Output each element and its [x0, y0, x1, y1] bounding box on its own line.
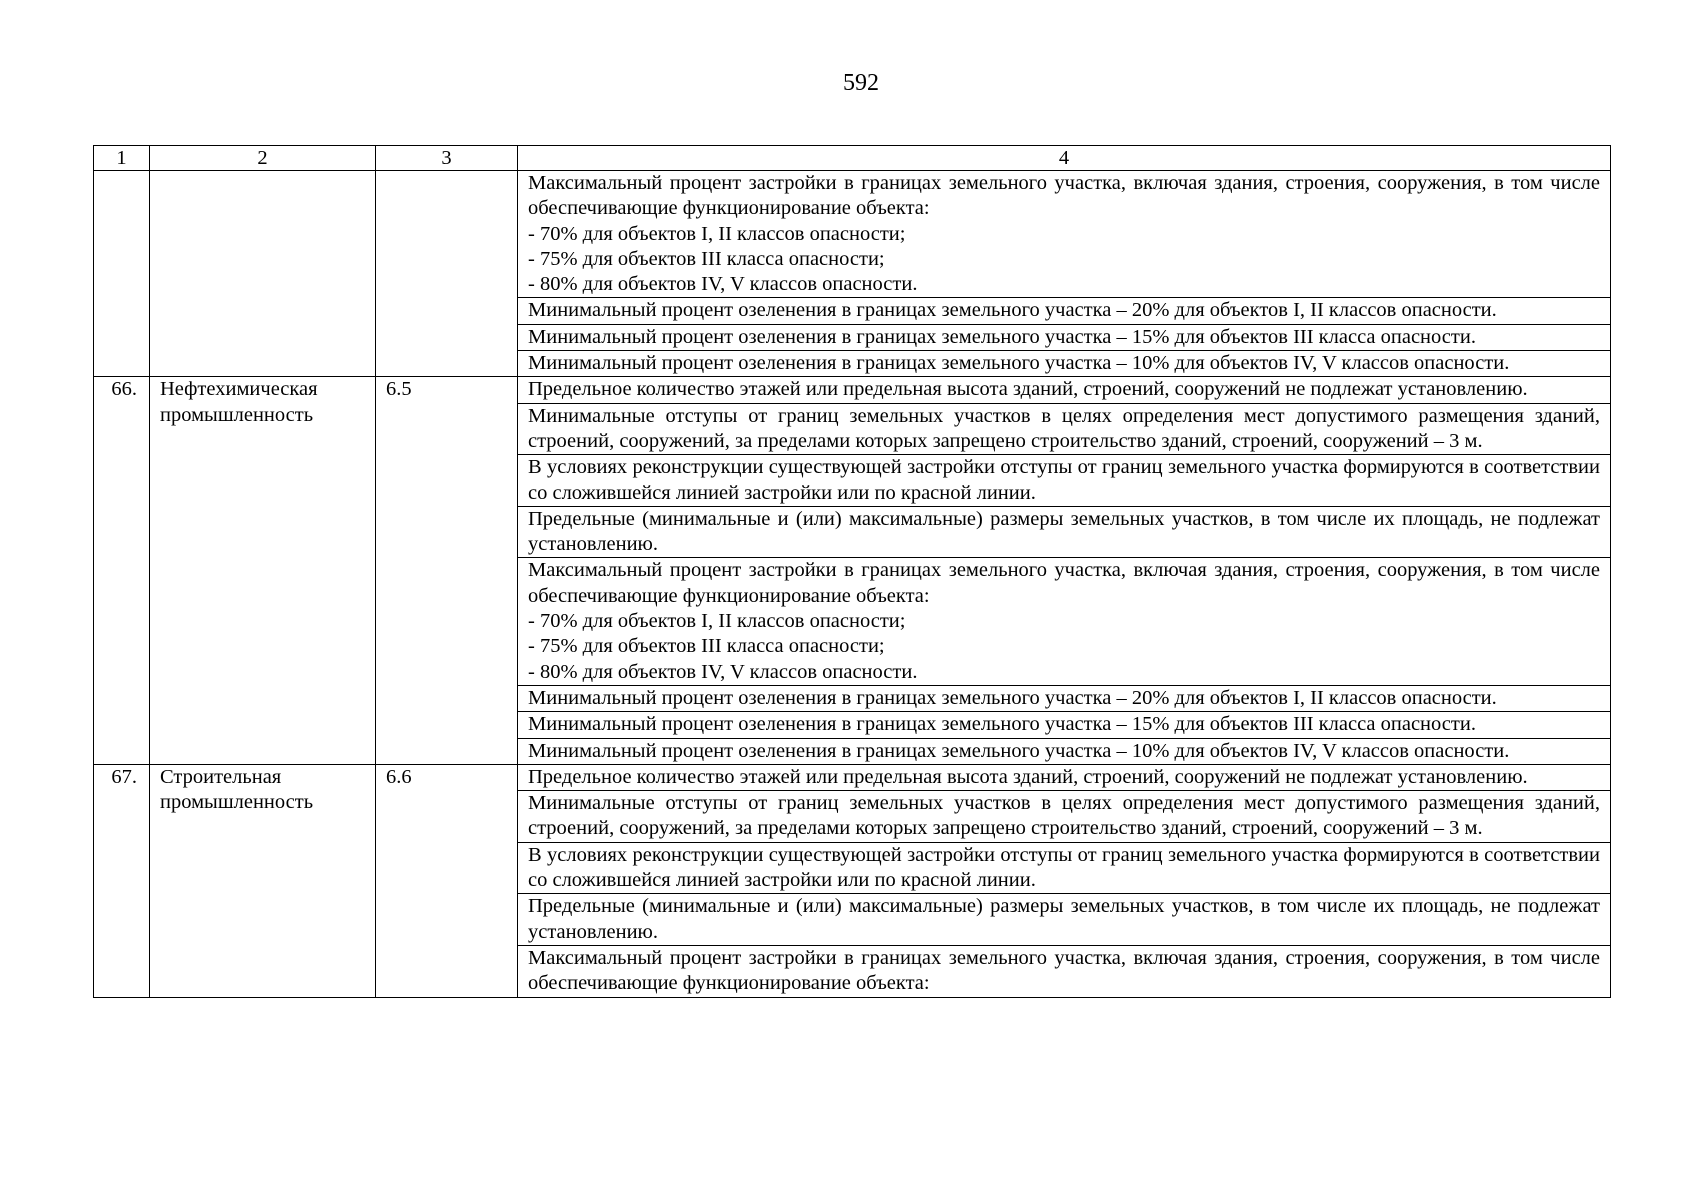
use-code-cell: [376, 171, 518, 377]
table-row: [94, 171, 1611, 298]
zoning-parameters-table: [93, 145, 1611, 998]
parameter-cell: [518, 685, 1611, 711]
parameter-cell: [518, 324, 1611, 350]
parameter-text: Минимальный процент озеленения в границах земельного участка – 20% для объектов I, II классов опасности.: [528, 299, 1497, 322]
parameter-cell: [518, 171, 1611, 298]
use-code-cell: 6.5: [376, 377, 518, 764]
parameter-cell: [518, 351, 1611, 377]
parameter-text: Предельное количество этажей или предельная высота зданий, строений, сооружений не подлежат установлению.: [528, 765, 1528, 788]
parameter-text: - 75% для объектов III класса опасности;: [528, 247, 885, 270]
column-header-2: 2: [150, 146, 376, 171]
parameter-cell: [518, 894, 1611, 946]
parameter-text: Минимальный процент озеленения в границах земельного участка – 10% для объектов IV, V классов опасности.: [528, 739, 1510, 762]
parameter-cell: [518, 558, 1611, 685]
parameter-text: Минимальный процент озеленения в границах земельного участка – 15% для объектов III класса опасности.: [528, 713, 1476, 736]
parameter-text: В условиях реконструкции существующей застройки отступы от границ земельного участка формируются в соответствии со сложившейся линией застройки или по красной линии.: [528, 843, 1600, 892]
parameter-text: Максимальный процент застройки в границах земельного участка, включая здания, строения, сооружения, в том числе обеспечивающие функционирование объекта:: [528, 946, 1600, 995]
parameter-text: Максимальный процент застройки в границах земельного участка, включая здания, строения, сооружения, в том числе обеспечивающие функционирование объекта:: [528, 172, 1600, 220]
parameter-cell: [518, 712, 1611, 738]
column-number-header-row: [94, 146, 1611, 171]
row-number-cell: 67.: [94, 764, 150, 997]
parameter-text: Минимальный процент озеленения в границах земельного участка – 15% для объектов III класса опасности.: [528, 325, 1476, 348]
use-code-cell: 6.6: [376, 764, 518, 997]
parameter-text: Минимальный процент озеленения в границах земельного участка – 20% для объектов I, II классов опасности.: [528, 686, 1497, 709]
column-header-4: 4: [518, 146, 1611, 171]
parameter-text: Предельные (минимальные и (или) максимальные) размеры земельных участков, в том числе их площадь, не подлежат установлению.: [528, 507, 1600, 556]
column-header-1: 1: [94, 146, 150, 171]
parameter-text: - 70% для объектов I, II классов опасности;: [528, 222, 906, 245]
parameter-text: Предельные (минимальные и (или) максимальные) размеры земельных участков, в том числе их площадь, не подлежат установлению.: [528, 895, 1600, 943]
parameter-cell: [518, 506, 1611, 558]
parameter-text: - 70% для объектов I, II классов опасности;: [528, 610, 906, 633]
use-name-cell: [150, 171, 376, 377]
row-number-cell: 66.: [94, 377, 150, 764]
parameter-text: Минимальные отступы от границ земельных участков в целях определения мест допустимого размещения зданий, строений, сооружений, за пределами которых запрещено строительство зданий, строений, сооружений – 3 м.: [528, 404, 1600, 452]
parameter-cell: [518, 298, 1611, 324]
parameter-cell: [518, 403, 1611, 455]
parameter-text: - 80% для объектов IV, V классов опасности.: [528, 273, 918, 296]
parameter-text: Максимальный процент застройки в границах земельного участка, включая здания, строения, сооружения, в том числе обеспечивающие функционирование объекта:: [528, 559, 1600, 607]
page-number: 592: [843, 70, 879, 96]
table-row: [94, 377, 1611, 403]
parameter-text: Предельное количество этажей или предельная высота зданий, строений, сооружений не подлежат установлению.: [528, 378, 1528, 401]
parameter-text: Минимальный процент озеленения в границах земельного участка – 10% для объектов IV, V классов опасности.: [528, 352, 1510, 375]
parameter-cell: [518, 791, 1611, 843]
parameter-text: - 80% для объектов IV, V классов опасности.: [528, 660, 918, 683]
parameter-cell: [518, 377, 1611, 403]
parameter-text: В условиях реконструкции существующей застройки отступы от границ земельного участка формируются в соответствии со сложившейся линией застройки или по красной линии.: [528, 456, 1600, 504]
row-number-cell: [94, 171, 150, 377]
parameter-cell: [518, 738, 1611, 764]
use-name-cell: Нефтехимическая промышленность: [150, 377, 376, 764]
table-body: [94, 171, 1611, 998]
parameter-cell: [518, 945, 1611, 997]
table-row: [94, 764, 1611, 790]
use-name-cell: Строительная промышленность: [150, 764, 376, 997]
parameter-cell: [518, 842, 1611, 894]
column-header-3: 3: [376, 146, 518, 171]
parameter-cell: [518, 764, 1611, 790]
parameter-cell: [518, 455, 1611, 507]
parameter-text: - 75% для объектов III класса опасности;: [528, 635, 885, 658]
parameter-text: Минимальные отступы от границ земельных участков в целях определения мест допустимого размещения зданий, строений, сооружений, за пределами которых запрещено строительство зданий, строений, сооружений – 3 м.: [528, 792, 1600, 840]
